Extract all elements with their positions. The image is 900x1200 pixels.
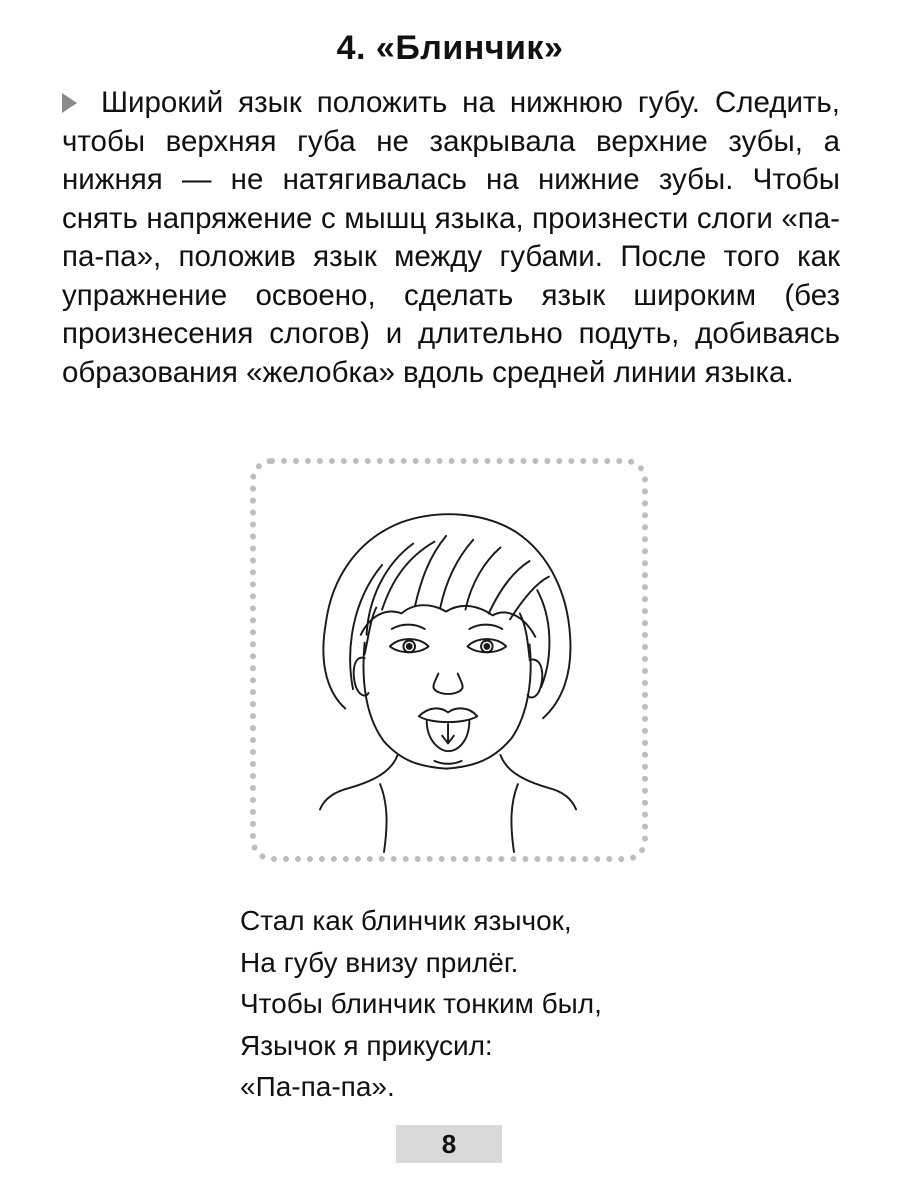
page-title: 4. «Блинчик»: [336, 29, 564, 67]
child-face-illustration: [256, 464, 642, 856]
poem-line: Чтобы блинчик тонким был,: [240, 988, 602, 1019]
instruction-text: Широкий язык положить на нижнюю губу. Следить, чтобы верхняя губа не закрывала верхние зубы, а нижняя — не натягивалась на нижние зубы. Чтобы снять напряжение с мышц языка, произнести слоги «па-па-па», положив язык между губами. После того как упражнение освоено, сделать язык широким (без произнесения слогов) и длительно подуть, добиваясь образования «желобка» вдоль средней линии языка.: [62, 86, 840, 389]
poem-line: Стал как блинчик язычок,: [240, 905, 572, 936]
poem-line: Язычок я прикусил:: [240, 1029, 493, 1061]
poem-line: На губу внизу прилёг.: [240, 946, 519, 978]
exercise-instruction: [62, 84, 840, 392]
poem: [240, 900, 800, 1108]
triangle-bullet-icon: [62, 93, 77, 113]
poem-line: «Па-па-па».: [240, 1071, 395, 1102]
page-number: 8: [396, 1125, 502, 1163]
illustration-frame: [250, 458, 648, 862]
